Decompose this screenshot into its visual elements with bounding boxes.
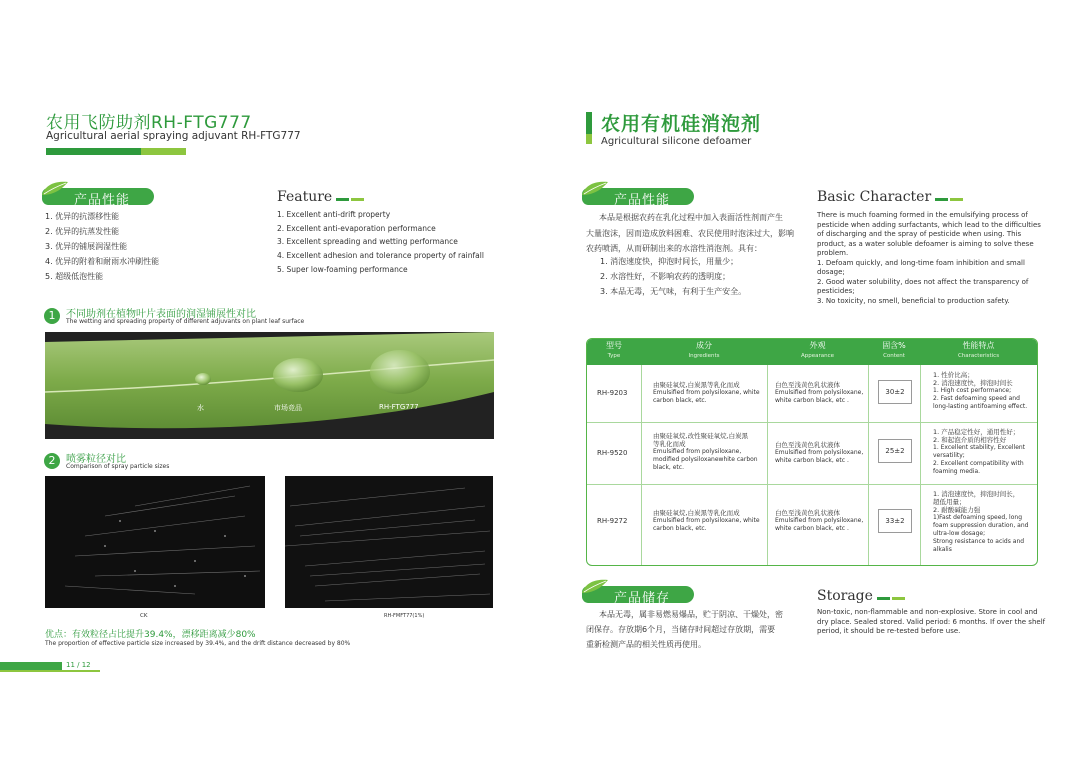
header-content: 固含% Content bbox=[882, 341, 906, 359]
point-cn-item: 2. 水溶性好，不影响农药的透明度； bbox=[600, 272, 731, 281]
features-en-list bbox=[277, 208, 484, 277]
row2-appearance: 白色至浅黄色乳状液体 Emulsified from polysiloxane, white carbon black, etc . bbox=[775, 441, 864, 464]
feature-cn-item: 5. 超级低泡性能 bbox=[45, 272, 104, 281]
spray-photo-product bbox=[285, 476, 493, 608]
left-title-cn: 农用飞防助剂RH-FTG777 bbox=[46, 113, 252, 133]
row3-characteristics: 1. 消泡速度快，抑泡时间长， 超低用量； 2. 耐酸碱能力强 1)Fast defoaming speed, long foam suppression duration, and ultra-low dosage; Strong resistance to acids and alkalis bbox=[933, 490, 1029, 553]
header-appearance: 外观 Appearance bbox=[800, 341, 835, 359]
storage-cn bbox=[586, 607, 783, 652]
features-cn-list bbox=[45, 209, 159, 284]
intro-en-line: pesticide when adding surfactants, which lead to the difficulties bbox=[817, 220, 1041, 229]
header-ingredients: 成分 Ingredients bbox=[688, 341, 720, 359]
row2-content: 25±2 bbox=[878, 439, 912, 463]
left-section-label: 产品性能 bbox=[74, 193, 131, 208]
header-characteristics: 性能特点 Characteristics bbox=[957, 341, 1000, 359]
intro-en-line: 3. No toxicity, no smell, beneficial to production safety. bbox=[817, 296, 1010, 305]
storage-cn-line: 本品无毒，属非易燃易爆品，贮于阴凉、干燥处，密 bbox=[599, 610, 783, 619]
intro-en-line: There is much foaming formed in the emulsifying process of bbox=[817, 211, 1028, 219]
row2-characteristics: 1. 产品稳定性好，通用性好； 2. 和起泡介质的相容性好 1. Excellent stability, Excellent versatility; 2. Excellent compatibility with foaming media. bbox=[933, 428, 1026, 475]
intro-en-line: of discharging and the spray of pesticide when using. This bbox=[817, 230, 1022, 238]
figure-number-2: 2 bbox=[44, 453, 60, 469]
intro-en-line: product, as a water soluble defoamer is aiming to solve these bbox=[817, 239, 1034, 248]
intro-en-line: 1. Defoam quickly, and long-time foam inhibition and small bbox=[817, 258, 1025, 267]
intro-en-line: pesticides; bbox=[817, 287, 855, 295]
header-type: 型号 Type bbox=[606, 341, 622, 359]
point-cn-item: 3. 本品无毒，无气味，有利于生产安全。 bbox=[600, 287, 747, 296]
intro-cn-line: 大量泡沫，因而造成放料困难、农民使用时泡沫过大，影响 bbox=[586, 228, 794, 238]
figure2-title-en: Comparison of spray particle sizes bbox=[66, 463, 170, 470]
intro-en-line: problem. bbox=[817, 249, 849, 257]
leaf-icon bbox=[40, 179, 70, 199]
storage-section-tag bbox=[582, 581, 694, 606]
storage-section-label: 产品储存 bbox=[614, 591, 671, 606]
storage-en-line: period, it should be re-tested before use. bbox=[817, 627, 961, 635]
figure1-title-cn: 不同助剂在植物叶片表面的润湿铺展性对比 bbox=[66, 309, 256, 320]
intro-en bbox=[817, 211, 1041, 306]
leaf-label-water: 水 bbox=[197, 404, 204, 412]
row1-appearance: 白色至浅黄色乳状液体 Emulsified from polysiloxane, white carbon black, etc . bbox=[775, 381, 864, 404]
feature-cn-item: 2. 优异的抗蒸发性能 bbox=[45, 227, 120, 236]
leaf-label-competitor: 市场竞品 bbox=[274, 404, 302, 412]
feature-heading: Feature bbox=[277, 189, 366, 205]
basic-character-heading: Basic Character bbox=[817, 189, 965, 205]
feature-en-item: 3. Excellent spreading and wetting performance bbox=[277, 237, 458, 247]
leaf-droplet-photo bbox=[45, 332, 494, 439]
row1-type: RH-9203 bbox=[597, 389, 628, 397]
storage-cn-line: 重新检测产品的相关性质再使用。 bbox=[586, 640, 706, 649]
row3-type: RH-9272 bbox=[597, 517, 628, 525]
feature-en-item: 4. Excellent adhesion and tolerance property of rainfall bbox=[277, 251, 484, 261]
storage-cn-line: 闭保存。存放期6个月，当储存时间超过存放期，需要 bbox=[586, 625, 776, 634]
intro-cn-line: 本品是根据农药在乳化过程中加入表面活性剂而产生 bbox=[599, 213, 783, 222]
right-title-en: Agricultural silicone defoamer bbox=[601, 136, 752, 147]
points-cn bbox=[600, 254, 746, 299]
result-cn: 优点：有效粒径占比提升39.4%，漂移距离减少80% bbox=[45, 630, 256, 640]
row1-ingredients: 由聚硅氧烷,白炭黑等乳化而成 Emulsified from polysiloxane, white carbon black, etc. bbox=[653, 381, 760, 404]
right-title-cn: 农用有机硅消泡剂 bbox=[601, 113, 762, 135]
row1-content: 30±2 bbox=[878, 380, 912, 404]
figure2-title-cn: 喷雾粒径对比 bbox=[66, 454, 126, 465]
feature-cn-item: 3. 优异的铺展润湿性能 bbox=[45, 242, 128, 251]
feature-en-item: 5. Super low-foaming performance bbox=[277, 264, 408, 274]
storage-en-line: dry place. Sealed stored. Valid period: 6 months. If over the shelf bbox=[817, 617, 1046, 626]
row1-characteristics: 1. 性价比高； 2. 消泡速度快，抑泡时间长 1. High cost performance; 2. Fast defoaming speed and long-lasting antifoaming effect. bbox=[933, 371, 1028, 410]
leaf-label-product: RH-FTG777 bbox=[379, 403, 419, 411]
storage-en-line: Non-toxic, non-flammable and non-explosive. Store in cool and bbox=[817, 608, 1038, 616]
feature-en-item: 1. Excellent anti-drift property bbox=[277, 210, 391, 219]
row3-ingredients: 由聚硅氧烷,白炭黑等乳化而成 Emulsified from polysiloxane, white carbon black, etc. bbox=[653, 509, 760, 532]
left-title-underline bbox=[46, 148, 186, 155]
row3-appearance: 白色至浅黄色乳状液体 Emulsified from polysiloxane, white carbon black, etc . bbox=[775, 509, 864, 532]
point-cn-item: 1. 消泡速度快，抑泡时间长，用量少； bbox=[600, 257, 739, 266]
storage-en bbox=[817, 608, 1045, 637]
right-title-bar bbox=[586, 112, 592, 134]
feature-cn-item: 1. 优异的抗漂移性能 bbox=[45, 212, 120, 221]
right-section-tag bbox=[582, 183, 694, 208]
footer-bar bbox=[0, 662, 62, 670]
spec-table bbox=[586, 338, 1038, 566]
row3-content: 33±2 bbox=[878, 509, 912, 533]
spray-label-product: RH-FMFT77(1%) bbox=[384, 613, 425, 619]
feature-cn-item: 4. 优异的附着和耐雨水冲刷性能 bbox=[45, 257, 160, 266]
feature-en-item: 2. Excellent anti-evaporation performance bbox=[277, 223, 436, 233]
figure-number-1: 1 bbox=[44, 308, 60, 324]
row2-ingredients: 由聚硅氧烷,改性聚硅氧烷,白炭黑 等乳化而成 Emulsified from polysiloxane, modified polysiloxanewhite carbon black, etc. bbox=[653, 432, 758, 471]
storage-heading: Storage bbox=[817, 588, 907, 604]
result-en: The proportion of effective particle size increased by 39.4%, and the drift distance decreased by 80% bbox=[45, 640, 351, 647]
intro-en-line: 2. Good water solubility, does not affect the transparency of bbox=[817, 277, 1029, 286]
left-section-tag bbox=[42, 183, 154, 208]
row2-type: RH-9520 bbox=[597, 449, 628, 457]
spray-label-ck: CK bbox=[140, 613, 148, 619]
spray-photo-ck bbox=[45, 476, 265, 608]
figure1-title-en: The wetting and spreading property of different adjuvants on plant leaf surface bbox=[66, 318, 305, 325]
intro-en-line: dosage; bbox=[817, 268, 845, 276]
page-number: 11 / 12 bbox=[66, 661, 91, 669]
right-section-label: 产品性能 bbox=[614, 193, 671, 208]
footer-bar-light bbox=[0, 670, 100, 672]
right-title-bar-light bbox=[586, 134, 592, 144]
intro-cn-line: 农药喷洒，从而研制出来的水溶性消泡剂。具有： bbox=[586, 244, 762, 253]
leaf-icon bbox=[580, 179, 610, 199]
intro-cn bbox=[586, 210, 794, 257]
leaf-icon bbox=[580, 577, 610, 597]
left-title-en: Agricultural aerial spraying adjuvant RH-FTG777 bbox=[46, 130, 301, 142]
